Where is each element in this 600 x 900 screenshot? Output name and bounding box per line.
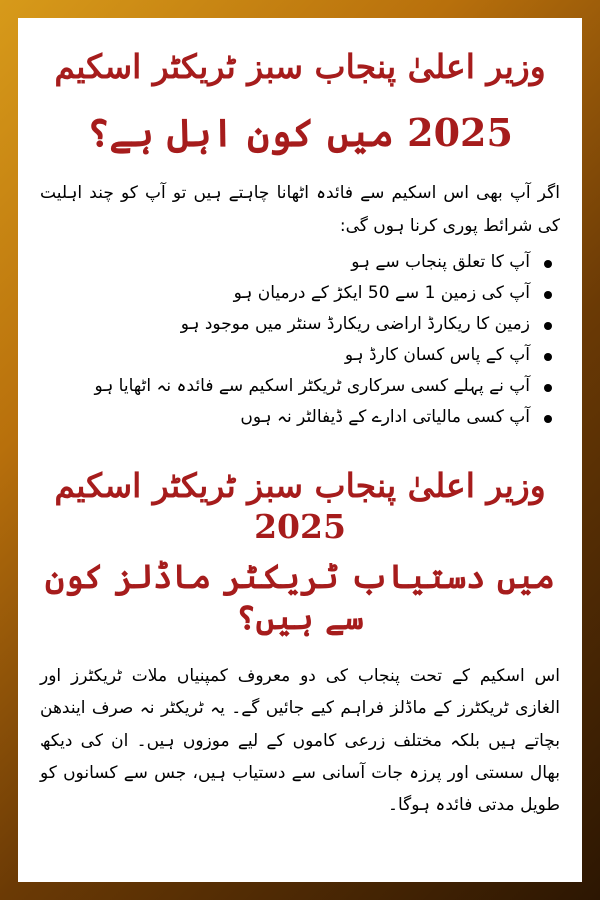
list-item-text: آپ کے پاس کسان کارڈ ہو [344, 345, 530, 366]
bullet-icon [544, 291, 552, 299]
list-item [40, 251, 552, 282]
list-item [40, 406, 552, 437]
intro-paragraph: اگر آپ بھی اس اسکیم سے فائدہ اٹھانا چاہتے ہیں تو آپ کو چند اہلیت کی شرائط پوری کرنا ہوں گی: [40, 182, 560, 236]
article-card [18, 18, 582, 882]
list-item [40, 282, 552, 313]
list-item-text: آپ کا تعلق پنجاب سے ہو [351, 252, 530, 273]
section-heading: وزیر اعلیٰ پنجاب سبز ٹریکٹر اسکیم 2025 [54, 466, 546, 547]
bullet-icon [544, 322, 552, 330]
list-item [40, 344, 552, 375]
list-item-text: آپ کسی مالیاتی ادارے کے ڈیفالٹر نہ ہوں [240, 407, 530, 428]
list-item-text: آپ کی زمین 1 سے 50 ایکڑ کے درمیان ہو [233, 283, 530, 304]
page-title: وزیر اعلیٰ پنجاب سبز ٹریکٹر اسکیم [54, 47, 546, 86]
list-item [40, 313, 552, 344]
models-paragraph: اس اسکیم کے تحت پنجاب کی دو معروف کمپنیاں ملات ٹریکٹرز اور الغازی ٹریکٹرز کے ماڈلز فراہم کیے جائیں گے۔ یہ ٹریکٹر نہ صرف ایندھن بچاتے ہیں بلکہ مختلف زرعی کاموں کے لیے موزوں ہیں۔ ان کی دیکھ بھال سستی اور پرزہ جات آسانی سے دستیاب ہیں، جس سے کسانوں کو طویل مدتی فائدہ ہوگا۔ [40, 666, 560, 816]
list-item [40, 375, 552, 406]
list-item-text: زمین کا ریکارڈ اراضی ریکارڈ سنٹر میں موجود ہو [180, 314, 530, 335]
bullet-icon [544, 415, 552, 423]
bullet-icon [544, 260, 552, 268]
eligibility-list [40, 251, 560, 437]
list-item-text: آپ نے پہلے کسی سرکاری ٹریکٹر اسکیم سے فائدہ نہ اٹھایا ہو [94, 376, 530, 397]
page-subtitle: 2025 میں کون اہل ہے؟ [87, 110, 513, 156]
section-subheading: میں دستیاب ٹریکٹر ماڈلز کون سے ہیں؟ [44, 556, 556, 637]
bullet-icon [544, 384, 552, 392]
bullet-icon [544, 353, 552, 361]
